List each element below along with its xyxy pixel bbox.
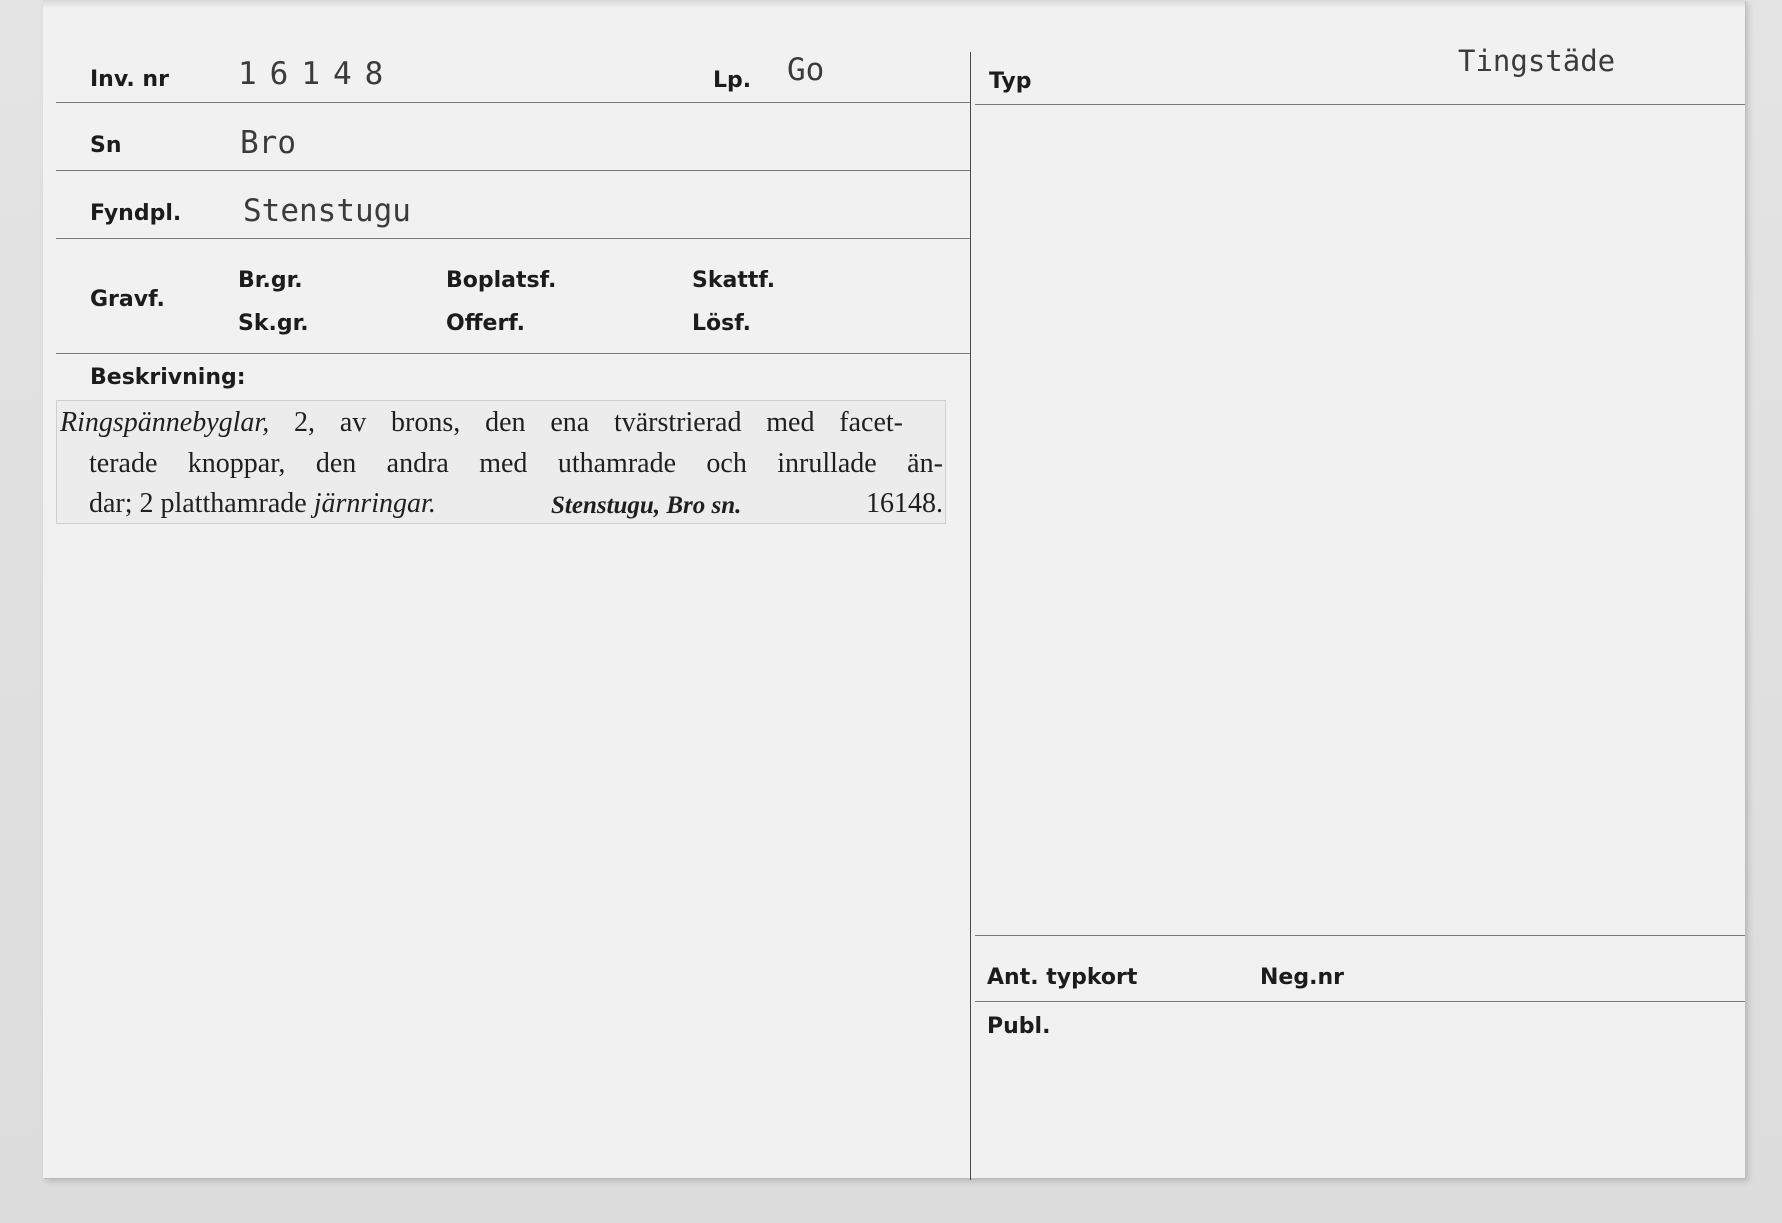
desc-word: 2, [294,407,316,438]
lp-value: Go [787,52,825,88]
rule-ant-typkort-top [975,935,1745,936]
fyndpl-label: Fyndpl. [90,201,182,226]
desc-word: brons, [391,407,461,438]
desc-inventory-number: 16148. [866,488,943,519]
desc-word: den [485,407,526,438]
ant-typkort-label: Ant. typkort [987,965,1138,990]
inv-nr-value: 16148 [238,56,397,92]
rule-inv-row [56,102,970,103]
desc-site-parish: Stenstugu, Bro sn. [551,492,742,519]
desc-word: facet- [839,407,903,438]
typ-label: Typ [989,69,1032,94]
desc-word: den [315,448,357,479]
beskrivning-label: Beskrivning: [90,365,246,390]
desc-word: med [766,407,815,438]
desc-word: terade [89,448,158,479]
rule-typ-row [975,104,1745,105]
gravf-option-losf: Lösf. [692,311,751,336]
desc-word: av [339,407,367,438]
typ-value: Tingstäde [1458,44,1616,78]
sn-label: Sn [90,133,122,158]
desc-word: knoppar, [187,448,286,479]
gravf-option-boplatsf: Boplatsf. [446,268,557,293]
gravf-option-br-gr: Br.gr. [238,268,303,293]
desc-word: uthamrade [557,448,676,479]
gravf-label: Gravf. [90,287,165,312]
desc-word: än- [907,448,943,479]
rule-fyndpl-row [56,238,970,239]
rule-publ-top [975,1001,1745,1002]
card-top-edge [43,0,1745,8]
gravf-option-sk-gr: Sk.gr. [238,311,309,336]
desc-italic-object: Ringspännebyglar, [60,407,270,438]
gravf-option-skattf: Skattf. [692,268,776,293]
sn-value: Bro [240,125,296,161]
desc-word: tvärstrierad [613,407,742,438]
desc-word: med [479,448,528,479]
desc-text: dar; 2 platthamrade [89,488,314,519]
neg-nr-label: Neg.nr [1260,965,1344,990]
desc-word: ena [550,407,590,438]
desc-italic-object: järnringar. [313,488,436,519]
desc-word: inrullade [777,448,877,479]
gravf-option-offerf: Offerf. [446,311,526,336]
description-line-2 [89,450,943,478]
rule-sn-row [56,170,970,171]
desc-word: och [706,448,747,479]
fyndpl-value: Stenstugu [243,193,411,229]
publ-label: Publ. [987,1014,1051,1039]
desc-word: andra [386,448,449,479]
description-line-1 [60,409,903,437]
inv-nr-label: Inv. nr [90,67,169,92]
rule-gravf-row [56,353,970,354]
description-line-3 [89,490,943,518]
lp-label: Lp. [713,68,752,93]
column-divider [970,52,971,1180]
